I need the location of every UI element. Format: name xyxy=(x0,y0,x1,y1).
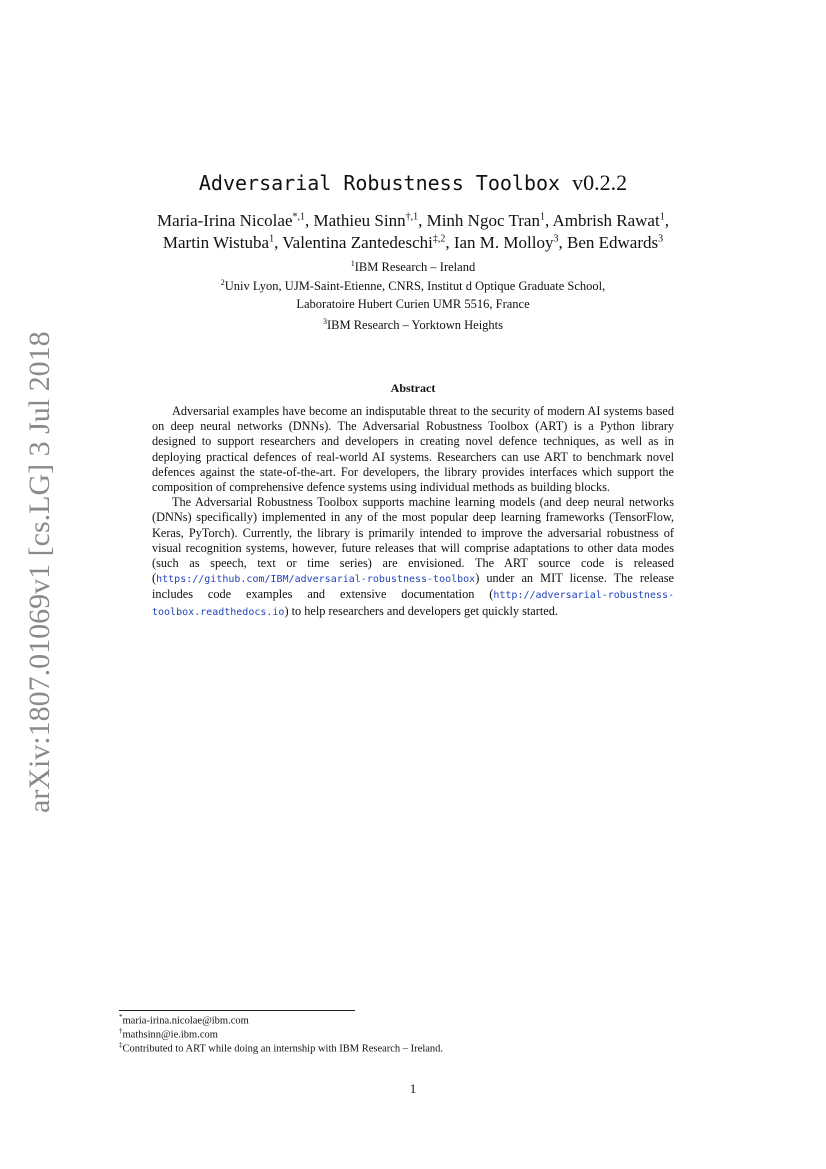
author-name: Minh Ngoc Tran xyxy=(426,211,540,230)
abstract-heading: Abstract xyxy=(390,381,436,395)
abstract-text: ) under an MIT license. The release includes code examples and extensive documentation ( xyxy=(152,571,674,602)
docs-link[interactable]: http://adversarial-robustness-toolbox.readthedocs.io xyxy=(152,590,674,618)
author-name: Ian M. Molloy xyxy=(453,233,554,252)
affiliation-3 xyxy=(0,317,826,333)
author-list-line-1: Maria-Irina Nicolae$^{*,1}$, Mathieu Sinn$^{\dagger,1}$, Minh Ngoc Tran$^1$, Ambrish Rawat$^1$, xyxy=(157,211,669,230)
author-list-line-2: Martin Wistuba$^1$, Valentina Zantedeschi$^{\ddagger,2}$, Ian M. Molloy$^3$, Ben Edwards$^3$ xyxy=(162,233,664,252)
footnote-text: Contributed to ART while doing an internship with IBM Research – Ireland. xyxy=(122,1043,444,1055)
github-link[interactable]: https://github.com/IBM/adversarial-robustness-toolbox xyxy=(156,574,476,586)
author-marks: ‡,2 xyxy=(432,233,446,245)
abstract-body xyxy=(152,404,674,620)
footnote-text: maria-irina.nicolae@ibm.com xyxy=(122,1015,249,1027)
affiliation-mark: 3 xyxy=(322,317,327,326)
abstract-text: The Adversarial Robustness Toolbox supports machine learning models (and deep neural networks (DNNs) specifically) implemented in any of the most popular deep learning frameworks (TensorFlow, Keras, PyTorch). Currently, the library is primarily intended to improve the adversarial robustness of visual recognition systems, however, future releases that will comprise adaptations to other data modes (such as speech, text or time series) are envisioned. The ART source code is released ( xyxy=(152,495,674,586)
affiliation-text: IBM Research – Ireland xyxy=(354,260,476,275)
abstract-text: ) to help researchers and developers get quickly started. xyxy=(284,603,558,618)
affiliation-mark: 1 xyxy=(350,259,355,268)
affiliation-2-continued: Laboratoire Hubert Curien UMR 5516, France xyxy=(296,297,530,311)
affiliation-mark: 2 xyxy=(220,278,225,287)
footnote-mark: ‡ xyxy=(119,1041,123,1049)
footnote-mark: † xyxy=(119,1027,123,1035)
author-name: Martin Wistuba xyxy=(162,233,270,252)
author-name: Ambrish Rawat xyxy=(552,211,660,230)
footnote-2 xyxy=(119,1027,218,1041)
page-number: 1 xyxy=(409,1081,417,1096)
author-marks: *,1 xyxy=(292,211,305,223)
paper-title xyxy=(0,170,826,196)
footnote-divider xyxy=(119,1010,355,1011)
footnote-text: mathsinn@ie.ibm.com xyxy=(122,1029,218,1041)
author-marks: 1 xyxy=(659,211,665,223)
affiliation-1 xyxy=(0,259,826,275)
footnote-mark: * xyxy=(119,1013,123,1021)
title-version: v0.2.2 xyxy=(572,170,628,195)
footnote-1 xyxy=(119,1013,249,1027)
author-name: Ben Edwards xyxy=(566,233,659,252)
author-name: Maria-Irina Nicolae xyxy=(157,211,293,230)
author-marks: 3 xyxy=(553,233,559,245)
footnote-3 xyxy=(119,1041,443,1055)
title-main: Adversarial Robustness Toolbox xyxy=(198,171,573,195)
abstract-paragraph-1: Adversarial examples have become an indisputable threat to the security of modern AI systems based on deep neural networks (DNNs). The Adversarial Robustness Toolbox (ART) is a Python library designed to support researchers and developers in creating novel defence techniques, as well as in deploying practical defences of real-world AI systems. Researchers can use ART to benchmark novel defences against the state-of-the-art. For developers, the library provides interfaces which support the composition of comprehensive defence systems using individual methods as building blocks. xyxy=(152,404,674,495)
author-marks: 3 xyxy=(658,233,664,245)
affiliation-text: IBM Research – Yorktown Heights xyxy=(326,318,504,333)
affiliation-text: Univ Lyon, UJM-Saint-Etienne, CNRS, Institut d Optique Graduate School, xyxy=(224,279,606,294)
author-marks: †,1 xyxy=(405,211,419,223)
author-marks: 1 xyxy=(539,211,545,223)
abstract-paragraph-2 xyxy=(152,495,674,620)
affiliation-2 xyxy=(0,278,826,294)
arxiv-identifier-stamp: arXiv:1807.01069v1 [cs.LG] 3 Jul 2018 xyxy=(23,331,56,813)
author-marks: 1 xyxy=(269,233,275,245)
author-name: Mathieu Sinn xyxy=(313,211,406,230)
author-name: Valentina Zantedeschi xyxy=(282,233,433,252)
